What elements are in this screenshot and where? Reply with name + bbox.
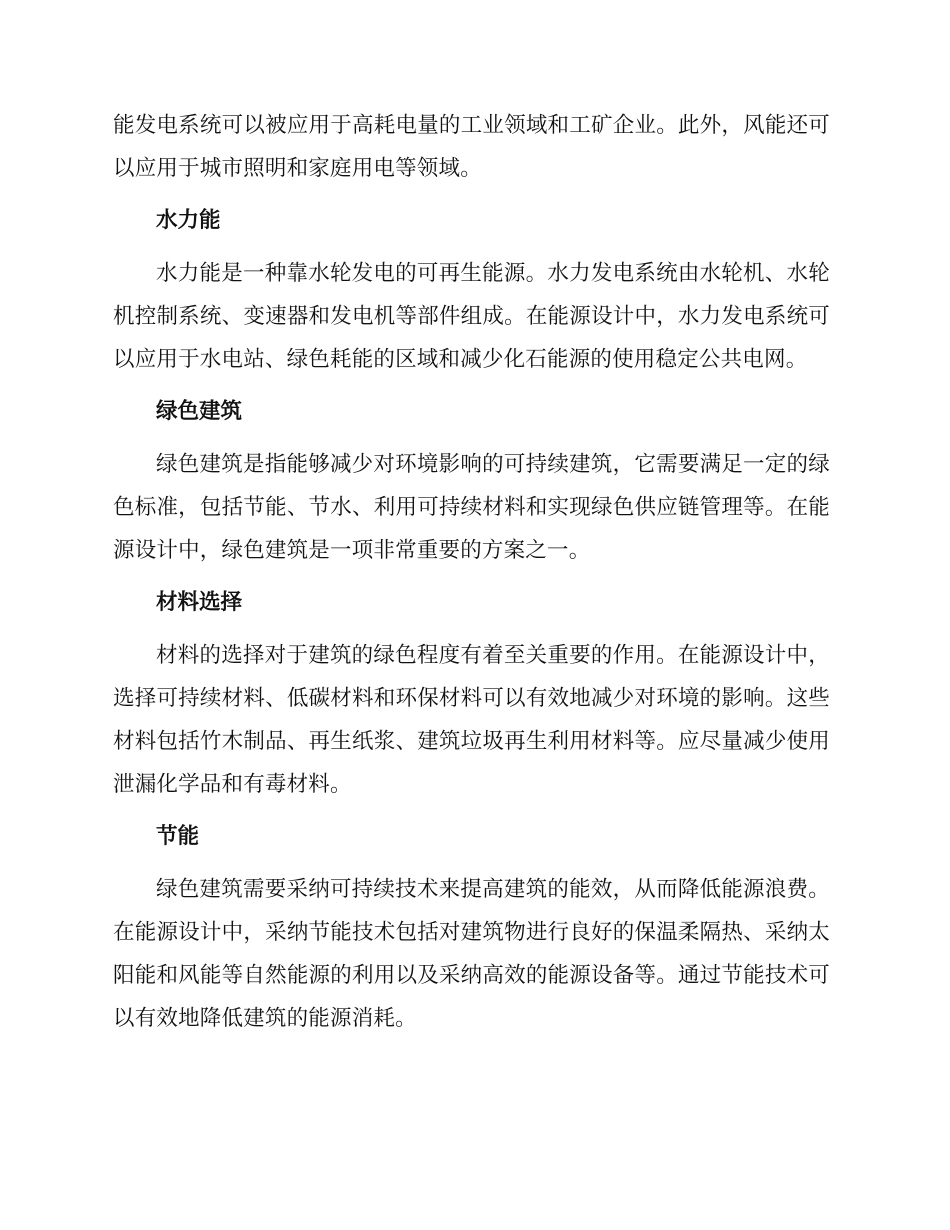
heading-energy-saving: 节能 <box>156 824 200 849</box>
paragraph-wind-energy-continued: 能发电系统可以被应用于高耗电量的工业领域和工矿企业。此外，风能还可以应用于城市照明和家庭用电等领域。 <box>113 113 830 181</box>
paragraph-energy-saving: 绿色建筑需要采纳可持续技术来提高建筑的能效，从而降低能源浪费。在能源设计中，采纳节能技术包括对建筑物进行良好的保温柔隔热、采纳太阳能和风能等自然能源的利用以及采纳高效的能源设备等。通过节能技术可以有效地降低建筑的能源消耗。 <box>113 877 830 1031</box>
paragraph-material-selection: 材料的选择对于建筑的绿色程度有着至关重要的作用。在能源设计中，选择可持续材料、低碳材料和环保材料可以有效地减少对环境的影响。这些材料包括竹木制品、再生纸浆、建筑垃圾再生利用材料等。应尽量减少使用泄漏化学品和有毒材料。 <box>113 643 830 797</box>
heading-material-selection: 材料选择 <box>156 590 243 615</box>
heading-hydropower: 水力能 <box>156 208 221 233</box>
document-page <box>113 104 830 1040</box>
paragraph-green-building: 绿色建筑是指能够减少对环境影响的可持续建筑，它需要满足一定的绿色标准，包括节能、节水、利用可持续材料和实现绿色供应链管理等。在能源设计中，绿色建筑是一项非常重要的方案之一。 <box>113 452 830 563</box>
paragraph-hydropower: 水力能是一种靠水轮发电的可再生能源。水力发电系统由水轮机、水轮机控制系统、变速器和发电机等部件组成。在能源设计中，水力发电系统可以应用于水电站、绿色耗能的区域和减少化石能源的使用稳定公共电网。 <box>113 261 830 372</box>
heading-green-building: 绿色建筑 <box>156 399 243 424</box>
